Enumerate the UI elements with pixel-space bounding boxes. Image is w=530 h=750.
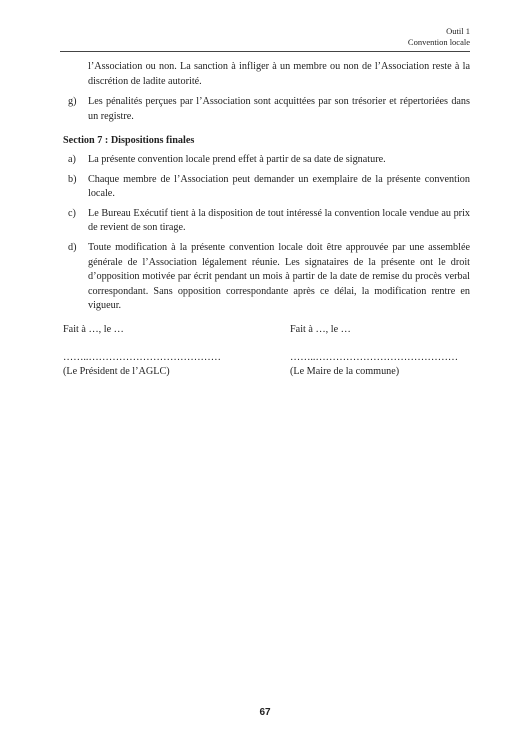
item-marker: c)	[68, 207, 76, 219]
list-item-b	[63, 173, 470, 202]
list-item-g	[63, 95, 470, 124]
header-tool-label: Outil 1	[446, 26, 470, 36]
item-text: La présente convention locale prend effet à partir de sa date de signature.	[88, 153, 386, 165]
signatory-role: (Le Maire de la commune)	[290, 366, 400, 378]
list-item-a	[63, 153, 470, 168]
item-text: Le Bureau Exécutif tient à la disposition de tout intéressé la convention locale vendue au prix de revient de son tirage.	[88, 207, 470, 234]
signature-president	[63, 323, 253, 380]
previous-item-continuation: l’Association ou non. La sanction à infliger à un membre ou non de l’Association reste à la discrétion de ladite autorité.	[88, 61, 470, 87]
signature-line: ……..…………………………………	[63, 351, 221, 363]
signatory-role: (Le Président de l’AGLC)	[63, 366, 170, 378]
signature-place-date: Fait à …, le …	[290, 324, 351, 335]
item-text: Les pénalités perçues par l’Association sont acquittées par son trésorier et répertoriées dans un registre.	[88, 96, 470, 122]
header-document-label: Convention locale	[407, 37, 470, 47]
section-title: Section 7 : Dispositions finales	[63, 135, 195, 147]
item-marker: b)	[68, 173, 77, 185]
header-divider	[60, 51, 470, 52]
item-text: Chaque membre de l’Association peut demander un exemplaire de la présente convention locale.	[88, 173, 470, 200]
signature-line: ……..……………………………………	[290, 351, 459, 363]
page-number: 67	[259, 707, 271, 718]
signature-mayor	[290, 323, 480, 380]
list-item-d	[63, 241, 470, 314]
signature-place-date: Fait à …, le …	[63, 324, 124, 335]
running-header	[408, 26, 470, 48]
list-item-c	[63, 207, 470, 236]
item-marker: a)	[68, 153, 76, 165]
body-text	[63, 60, 470, 319]
item-marker: d)	[68, 241, 77, 253]
item-text: Toute modification à la présente convention locale doit être approuvée par une assemblée générale de l’Association légalement réunie. Les signataires de la présente ont le droit d’opposition motivée par écrit pendant un mois à partir de la date de remise du procès verbal correspondant. Sans opposition correspondante après ce délai, la modification rentre en vigueur.	[88, 241, 470, 312]
item-marker: g)	[68, 96, 77, 108]
